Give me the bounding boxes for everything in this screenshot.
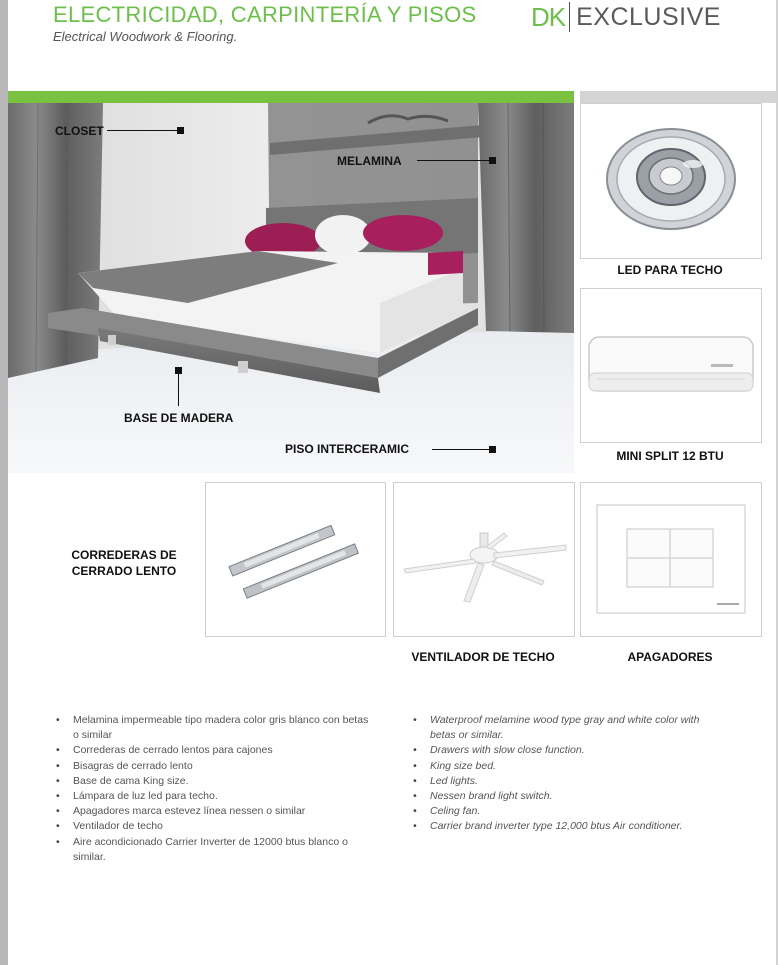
callout-piso-line <box>432 449 492 450</box>
light-switch-product-label: APAGADORES <box>627 650 713 664</box>
list-item: • Base de cama King size. <box>54 774 374 789</box>
page-title: ELECTRICIDAD, CARPINTERÍA Y PISOS <box>53 2 477 27</box>
list-item: • Bisagras de cerrado lento <box>54 759 374 774</box>
callout-piso-label: PISO INTERCERAMIC <box>285 442 410 456</box>
list-item: • Led lights. <box>411 774 711 789</box>
list-item: • Drawers with slow close function. <box>411 743 711 758</box>
minisplit-product-image <box>580 288 762 443</box>
ceiling-fan-product-label: VENTILADOR DE TECHO <box>411 650 555 664</box>
list-item: • Celing fan. <box>411 804 711 819</box>
page-subtitle: Electrical Woodwork & Flooring. <box>53 29 238 44</box>
dk-exclusive-logo <box>531 0 721 34</box>
led-product-label: LED PARA TECHO <box>617 263 723 277</box>
callout-closet-line <box>107 130 179 131</box>
correderas-label-line2: CERRADO LENTO <box>71 564 177 578</box>
gray-header-band <box>580 91 776 103</box>
callout-piso-marker <box>489 446 496 453</box>
list-item: • King size bed. <box>411 759 711 774</box>
list-item: • Apagadores marca estevez línea nessen o similar <box>54 804 374 819</box>
list-item: • Lámpara de luz led para techo. <box>54 789 374 804</box>
callout-base-line <box>178 370 179 406</box>
features-list-spanish <box>54 713 374 865</box>
list-item: • Ventilador de techo <box>54 819 374 834</box>
callout-closet-marker <box>177 127 184 134</box>
drawer-slides-product-image <box>205 482 386 637</box>
list-item: • Waterproof melamine wood type gray and white color with betas or similar. <box>411 713 711 743</box>
list-item: • Aire acondicionado Carrier Inverter de 12000 btus blanco o similar. <box>54 835 374 865</box>
list-item: • Melamina impermeable tipo madera color gris blanco con betas o similar <box>54 713 374 743</box>
led-product-image <box>580 103 762 259</box>
features-list-english <box>411 713 711 835</box>
callout-melamina-label: MELAMINA <box>337 154 402 168</box>
correderas-label-line1: CORREDERAS DE <box>71 548 177 562</box>
callout-closet-label: CLOSET <box>55 124 104 138</box>
callout-melamina-marker <box>489 157 496 164</box>
list-item: • Carrier brand inverter type 12,000 btus Air conditioner. <box>411 819 711 834</box>
logo-exclusive-text: EXCLUSIVE <box>576 2 721 31</box>
light-switch-product-image <box>580 482 762 637</box>
ceiling-fan-product-image <box>393 482 575 637</box>
callout-melamina-line <box>417 160 491 161</box>
logo-dk-text: DK <box>531 1 566 32</box>
green-header-band <box>8 91 574 103</box>
logo-divider <box>569 2 570 32</box>
minisplit-product-label: MINI SPLIT 12 BTU <box>616 449 724 463</box>
callout-base-label: BASE DE MADERA <box>124 411 234 425</box>
list-item: • Correderas de cerrado lentos para cajones <box>54 743 374 758</box>
page-left-border <box>0 0 8 965</box>
list-item: • Nessen brand light switch. <box>411 789 711 804</box>
